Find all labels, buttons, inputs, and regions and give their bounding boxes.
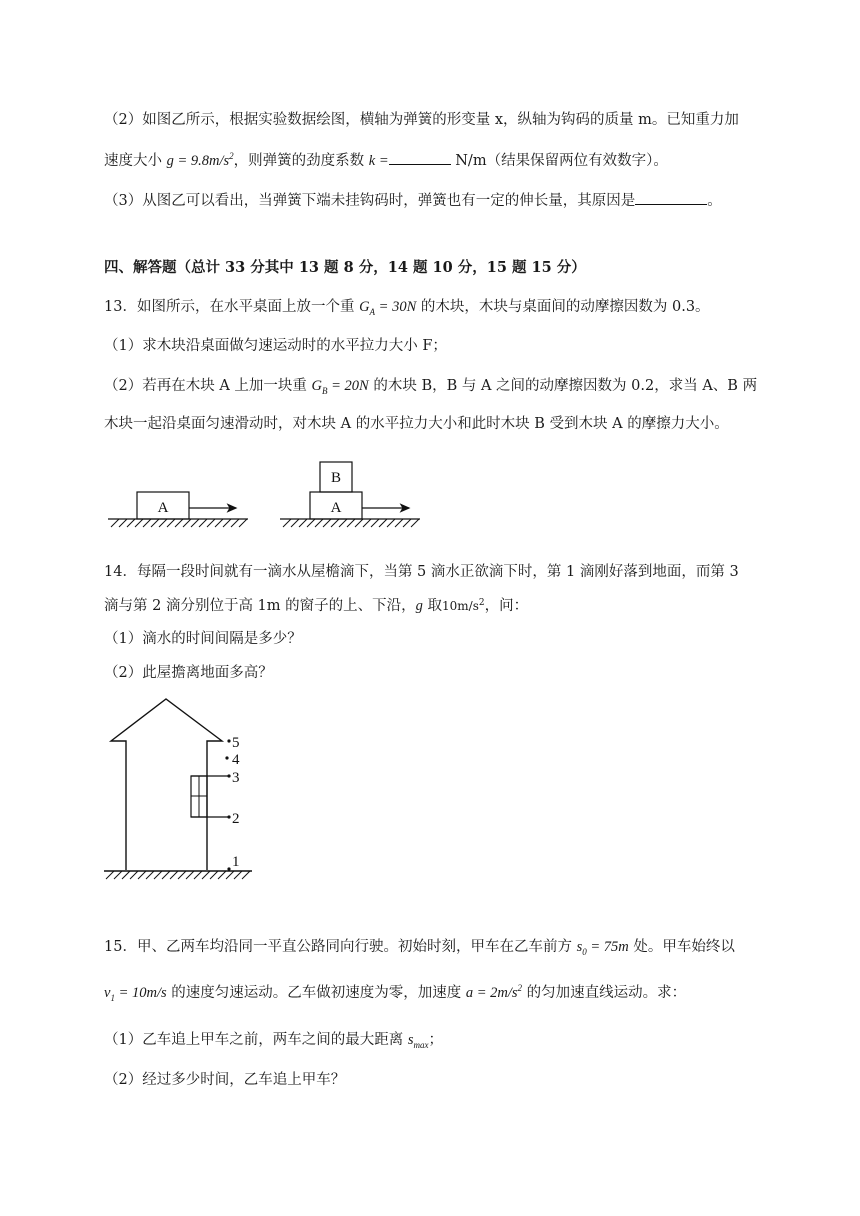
formula-s0 [577, 939, 629, 955]
text-segment: 的木块 B，B 与 A 之间的动摩擦因数为 0.2，求当 A、B 两 [368, 378, 758, 394]
text-segment: ，问： [484, 598, 529, 614]
q13-part2-line2: 木块一起沿桌面匀速滑动时，对木块 A 的水平拉力大小和此时木块 B 受到木块 A 的摩擦力大小。 [104, 416, 729, 432]
formula-g-text: g = 9.8m/s [166, 153, 230, 169]
text-segment: （2）若再在木块 A 上加一块重 [104, 378, 312, 394]
q15-part1 [104, 1030, 443, 1050]
drop-5 [227, 739, 230, 742]
text-segment: 速度大小 [104, 153, 167, 169]
value: 10m/s [442, 599, 479, 613]
text-segment: 的木块，木块与桌面间的动摩擦因数为 0.3。 [416, 299, 710, 315]
symbol: G [359, 299, 370, 315]
block-b-label: B [330, 470, 342, 486]
text-segment: 。 [707, 193, 722, 209]
drop-label-3: 3 [232, 770, 240, 786]
value: = 20N [327, 378, 369, 394]
symbol: s [407, 1032, 414, 1048]
text-segment: 的速度匀速运动。乙车做初速度为零，加速度 [166, 985, 466, 1001]
text-segment: N/m（结果保留两位有效数字）。 [450, 153, 668, 169]
q14-line1: 14．每隔一段时间就有一滴水从屋檐滴下，当第 5 滴水正欲滴下时，第 1 滴刚好落到地面，而第 3 [104, 564, 739, 580]
drop-label-5: 5 [232, 735, 240, 751]
drop-2 [227, 815, 230, 818]
house-outline [104, 699, 252, 879]
text-segment: 13．如图所示，在水平桌面上放一个重 [104, 299, 360, 315]
text-segment: 15．甲、乙两车均沿同一平直公路同向行驶。初始时刻，甲车在乙车前方 [104, 939, 577, 955]
q13-part1: （1）求木块沿桌面做匀速运动时的水平拉力大小 F； [104, 338, 447, 354]
formula-v1 [104, 985, 167, 1001]
q15-line1 [104, 937, 735, 957]
subscript: max [413, 1039, 429, 1050]
q15-part2: （2）经过多少时间，乙车追上甲车？ [104, 1072, 346, 1088]
text-segment: 的匀加速直线运动。求： [522, 985, 687, 1001]
drop-label-1: 1 [232, 854, 240, 870]
formula-a [466, 985, 522, 1001]
section-heading: 四、解答题（总计 33 分其中 13 题 8 分，14 题 10 分，15 题 15 分） [104, 259, 586, 276]
value: = 75m [586, 939, 629, 955]
q12-part2-line1: （2）如图乙所示，根据实验数据绘图，横轴为弹簧的形变量 x，纵轴为钩码的质量 m。已知重力加 [104, 112, 739, 128]
drop-label-2: 2 [232, 811, 240, 827]
text-segment: 滴与第 2 滴分别位于高 1m 的窗子的上、下沿， [104, 598, 416, 614]
exponent: 2 [229, 151, 234, 162]
formula-smax [408, 1032, 429, 1048]
text-segment: ，则弹簧的劲度系数 [233, 153, 369, 169]
text-segment: （1）乙车追上甲车之前，两车之间的最大距离 [104, 1032, 408, 1048]
q15-line2 [104, 983, 686, 1003]
value: = 2m/s [473, 985, 518, 1001]
drop-3 [227, 774, 230, 777]
text-segment: （3）从图乙可以看出，当弹簧下端未挂钩码时，弹簧也有一定的伸长量，其原因是 [104, 193, 636, 209]
formula-k: k = [368, 153, 389, 169]
exponent: 2 [517, 983, 523, 994]
text-segment: ； [428, 1032, 443, 1048]
symbol: v [104, 985, 111, 1001]
subscript: 0 [582, 946, 587, 957]
block-a2-label: A [330, 500, 342, 516]
symbol-g: g [415, 598, 423, 614]
block-a-label: A [157, 500, 169, 516]
symbol: G [311, 378, 323, 394]
subscript: 1 [110, 992, 115, 1003]
value: = 10m/s [114, 985, 167, 1001]
subscript: B [322, 385, 328, 396]
q14-part1: （1）滴水的时间间隔是多少？ [104, 631, 302, 647]
symbol: s [576, 939, 583, 955]
symbol: a [465, 985, 474, 1001]
q14-part2: （2）此屋擔离地面多高？ [104, 665, 273, 681]
subscript: A [369, 306, 376, 317]
water-drops [225, 739, 230, 870]
drop-1 [227, 867, 230, 870]
text-segment: 处。甲车始终以 [628, 939, 735, 955]
drop-4 [225, 756, 228, 759]
drop-label-4: 4 [232, 752, 240, 768]
text-segment: 取 [422, 598, 442, 614]
value: = 30N [375, 299, 417, 315]
exponent: 2 [478, 598, 485, 608]
